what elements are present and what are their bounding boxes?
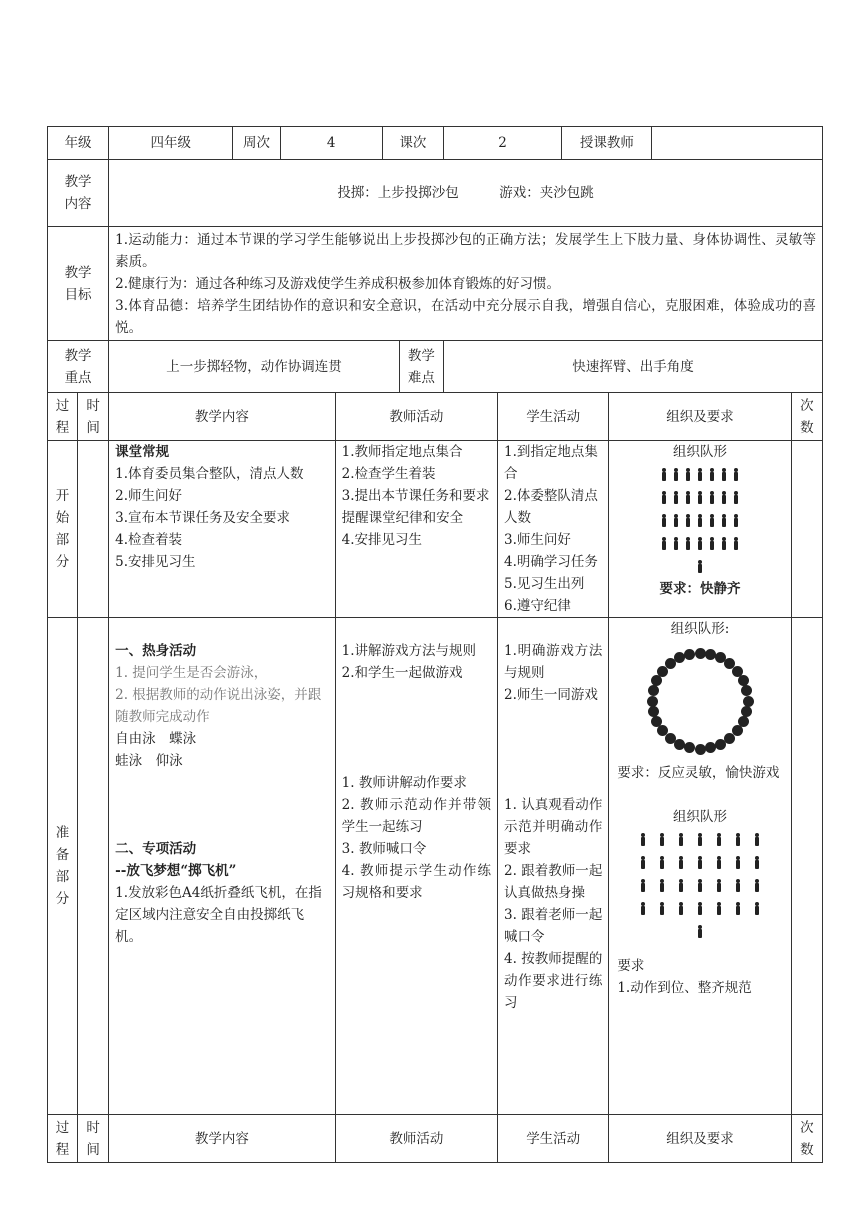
student-figure-icon [735,879,741,892]
content-value: 投掷：上步投掷沙包 游戏：夹沙包跳 [109,160,823,227]
col-time: 时 间 [78,393,109,441]
student-figure-icon [716,856,722,869]
phase-prep: 准 备 部 分 [48,618,78,1115]
student-figure-icon [733,491,739,504]
student-figure-icon [697,537,703,550]
student-figure-icon [697,491,703,504]
student-dot-icon [684,649,695,660]
formation-diagram [609,463,790,578]
student-dot-icon [724,733,735,744]
prep-content [109,618,336,1115]
col-student: 学生活动 [498,1115,609,1163]
formation-diagram [617,828,782,943]
student-figure-icon [735,833,741,846]
time-prep [78,618,109,1115]
student-figure-icon [661,537,667,550]
list-item: 4. 按教师提醒的动作要求进行练习 [504,951,603,1011]
student-figure-icon [721,514,727,527]
list-item: 1.教师指定地点集合 [341,444,463,460]
start-content [109,441,336,618]
list-item: 2.师生一同游戏 [504,687,598,703]
student-figure-icon [640,879,646,892]
col-student: 学生活动 [498,393,609,441]
student-figure-icon [733,514,739,527]
key-label: 教学 重点 [48,341,109,393]
list-item: 2.检查学生着装 [341,466,436,482]
difficulty-value: 快速挥臂、出手角度 [443,341,822,393]
prep-teacher [335,618,497,1115]
student-figure-icon [754,856,760,869]
student-figure-icon [733,468,739,481]
list-item: 1. 认真观看动作示范并明确动作要求 [504,797,603,857]
student-dot-icon [648,706,659,717]
formation-row [617,828,782,851]
student-figure-icon [640,856,646,869]
start-org-requirement: 要求：快静齐 [659,581,741,597]
student-figure-icon [709,537,715,550]
week-label: 周次 [233,127,280,160]
col-content: 教学内容 [109,393,336,441]
list-item: 1.发放彩色A4纸折叠纸飞机，在指定区域内注意安全自由投掷纸飞机。 [115,885,322,945]
col-content: 教学内容 [109,1115,336,1163]
student-figure-icon [709,514,715,527]
formation-row [609,555,790,578]
count-start [791,441,822,618]
list-item: 3.宣布本节课任务及安全要求 [115,510,291,526]
student-figure-icon [685,537,691,550]
student-figure-icon [721,491,727,504]
list-item: 2.体委整队清点人数 [504,488,598,526]
col-count: 次 数 [791,1115,822,1163]
prep-student [498,618,609,1115]
list-item: 3.提出本节课任务和要求提醒课堂纪律和安全 [341,488,490,526]
student-figure-icon [735,856,741,869]
goals-list [109,227,823,341]
student-figure-icon [697,468,703,481]
goals-label: 教学 目标 [48,227,109,341]
start-org [609,441,791,618]
count-prep [791,618,822,1115]
key-value: 上一步掷轻物，动作协调连贯 [109,341,400,393]
time-start [78,441,109,618]
student-dot-icon [738,675,749,686]
list-item: 1.明确游戏方法与规则 [504,643,603,681]
formation-row [617,920,782,943]
prep-org-requirement-title: 要求 [617,958,645,974]
student-dot-icon [705,742,716,753]
formation-row [609,509,790,532]
student-dot-icon [695,744,706,755]
student-figure-icon [697,902,703,915]
student-dot-icon [647,696,658,707]
list-item: 3.师生问好 [504,532,571,548]
list-item: 1. 提问学生是否会游泳， [115,665,268,681]
strokes-line: 自由泳 蝶泳 [115,731,197,747]
student-figure-icon [716,902,722,915]
student-dot-icon [743,696,754,707]
formation-row [609,463,790,486]
list-item: 5.安排见习生 [115,554,196,570]
difficulty-label: 教学 难点 [399,341,443,393]
student-figure-icon [697,856,703,869]
list-item: 2.师生问好 [115,488,183,504]
student-dot-icon [648,685,659,696]
student-figure-icon [659,833,665,846]
formation-row [609,486,790,509]
student-figure-icon [716,879,722,892]
student-figure-icon [673,514,679,527]
list-item: 6.遵守纪律 [504,598,571,614]
list-item: 2. 根据教师的动作说出泳姿，并跟随教师完成动作 [115,687,322,725]
goal-item: 3.体育品德：培养学生团结协作的意识和安全意识，在活动中充分展示自我，增强自信心，克服困难，体验成功的喜悦。 [115,297,816,336]
teacher-label: 授课教师 [562,127,652,160]
student-figure-icon [659,879,665,892]
phase-start: 开 始 部 分 [48,441,78,618]
student-dot-icon [695,648,706,659]
student-figure-icon [661,468,667,481]
list-item: 5.见习生出列 [504,576,585,592]
list-item: 3. 教师喊口令 [341,841,427,857]
student-figure-icon [754,833,760,846]
start-student [498,441,609,618]
grade-label: 年级 [48,127,109,160]
col-teacher: 教师活动 [335,1115,497,1163]
content-label: 教学 内容 [48,160,109,227]
special-title: 二、专项活动 [115,841,197,857]
list-item: 4.安排见习生 [341,532,423,548]
strokes-line: 蛙泳 仰泳 [115,753,183,769]
formation-row [617,897,782,920]
formation-row [609,532,790,555]
student-figure-icon [735,902,741,915]
list-item: 4. 教师提示学生动作练习规格和要求 [341,863,492,901]
student-figure-icon [640,833,646,846]
student-figure-icon [678,902,684,915]
circle-formation-diagram [645,646,755,756]
teacher-value [652,127,823,160]
student-figure-icon [661,491,667,504]
student-figure-icon [721,468,727,481]
student-figure-icon [673,537,679,550]
list-item: 1.讲解游戏方法与规则 [341,643,477,659]
student-figure-icon [678,879,684,892]
lesson-plan-table [47,126,823,1163]
student-figure-icon [685,491,691,504]
start-teacher [335,441,497,618]
start-org-title: 组织队形 [673,444,728,460]
student-figure-icon [697,879,703,892]
col-process: 过 程 [48,393,78,441]
student-figure-icon [721,537,727,550]
grade-value: 四年级 [109,127,233,160]
student-figure-icon [673,491,679,504]
list-item: 1.体育委员集合整队，清点人数 [115,466,304,482]
student-figure-icon [640,902,646,915]
list-item: 4.检查着装 [115,532,183,548]
student-figure-icon [697,925,703,938]
lesson-label: 课次 [382,127,443,160]
goal-item: 1.运动能力：通过本节课的学习学生能够说出上步投掷沙包的正确方法；发展学生上下肢力量、身体协调性、灵敏等素质。 [115,231,816,270]
student-figure-icon [697,560,703,573]
list-item: 1. 教师讲解动作要求 [341,775,467,791]
list-item: 3. 跟着老师一起喊口令 [504,907,603,945]
student-figure-icon [678,856,684,869]
goal-item: 2.健康行为：通过各种练习及游戏使学生养成积极参加体育锻炼的好习惯。 [115,275,561,292]
list-item: 2.和学生一起做游戏 [341,665,463,681]
prep-org-title: 组织队形: [670,621,730,637]
col-teacher: 教师活动 [335,393,497,441]
formation-row [617,851,782,874]
student-figure-icon [678,833,684,846]
list-item: 4.明确学习任务 [504,554,598,570]
student-figure-icon [659,902,665,915]
student-figure-icon [673,468,679,481]
start-content-title: 课堂常规 [115,444,170,460]
student-figure-icon [659,856,665,869]
student-figure-icon [685,468,691,481]
student-figure-icon [754,902,760,915]
prep-org [609,618,791,1115]
list-item: 2. 跟着教师一起认真做热身操 [504,863,603,901]
col-org: 组织及要求 [609,1115,791,1163]
student-figure-icon [733,537,739,550]
student-figure-icon [661,514,667,527]
week-value: 4 [280,127,382,160]
prep-org-title-2: 组织队形 [673,809,728,825]
lesson-value: 2 [443,127,561,160]
student-figure-icon [697,833,703,846]
prep-org-requirement: 要求：反应灵敏，愉快游戏 [617,765,780,781]
student-figure-icon [709,468,715,481]
formation-row [617,874,782,897]
col-process: 过 程 [48,1115,78,1163]
warmup-title: 一、热身活动 [115,643,197,659]
student-figure-icon [716,833,722,846]
list-item: 2. 教师示范动作并带领学生一起练习 [341,797,492,835]
student-dot-icon [665,733,676,744]
col-org: 组织及要求 [609,393,791,441]
student-dot-icon [715,739,726,750]
col-time: 时 间 [78,1115,109,1163]
student-dot-icon [684,742,695,753]
student-dot-icon [741,685,752,696]
student-figure-icon [754,879,760,892]
list-item: 1.到指定地点集合 [504,444,598,482]
prep-org-requirement-item: 1.动作到位、整齐规范 [617,980,752,996]
student-figure-icon [685,514,691,527]
special-subtitle: --放飞梦想“掷飞机” [115,863,237,879]
student-figure-icon [709,491,715,504]
col-count: 次 数 [791,393,822,441]
student-figure-icon [697,514,703,527]
